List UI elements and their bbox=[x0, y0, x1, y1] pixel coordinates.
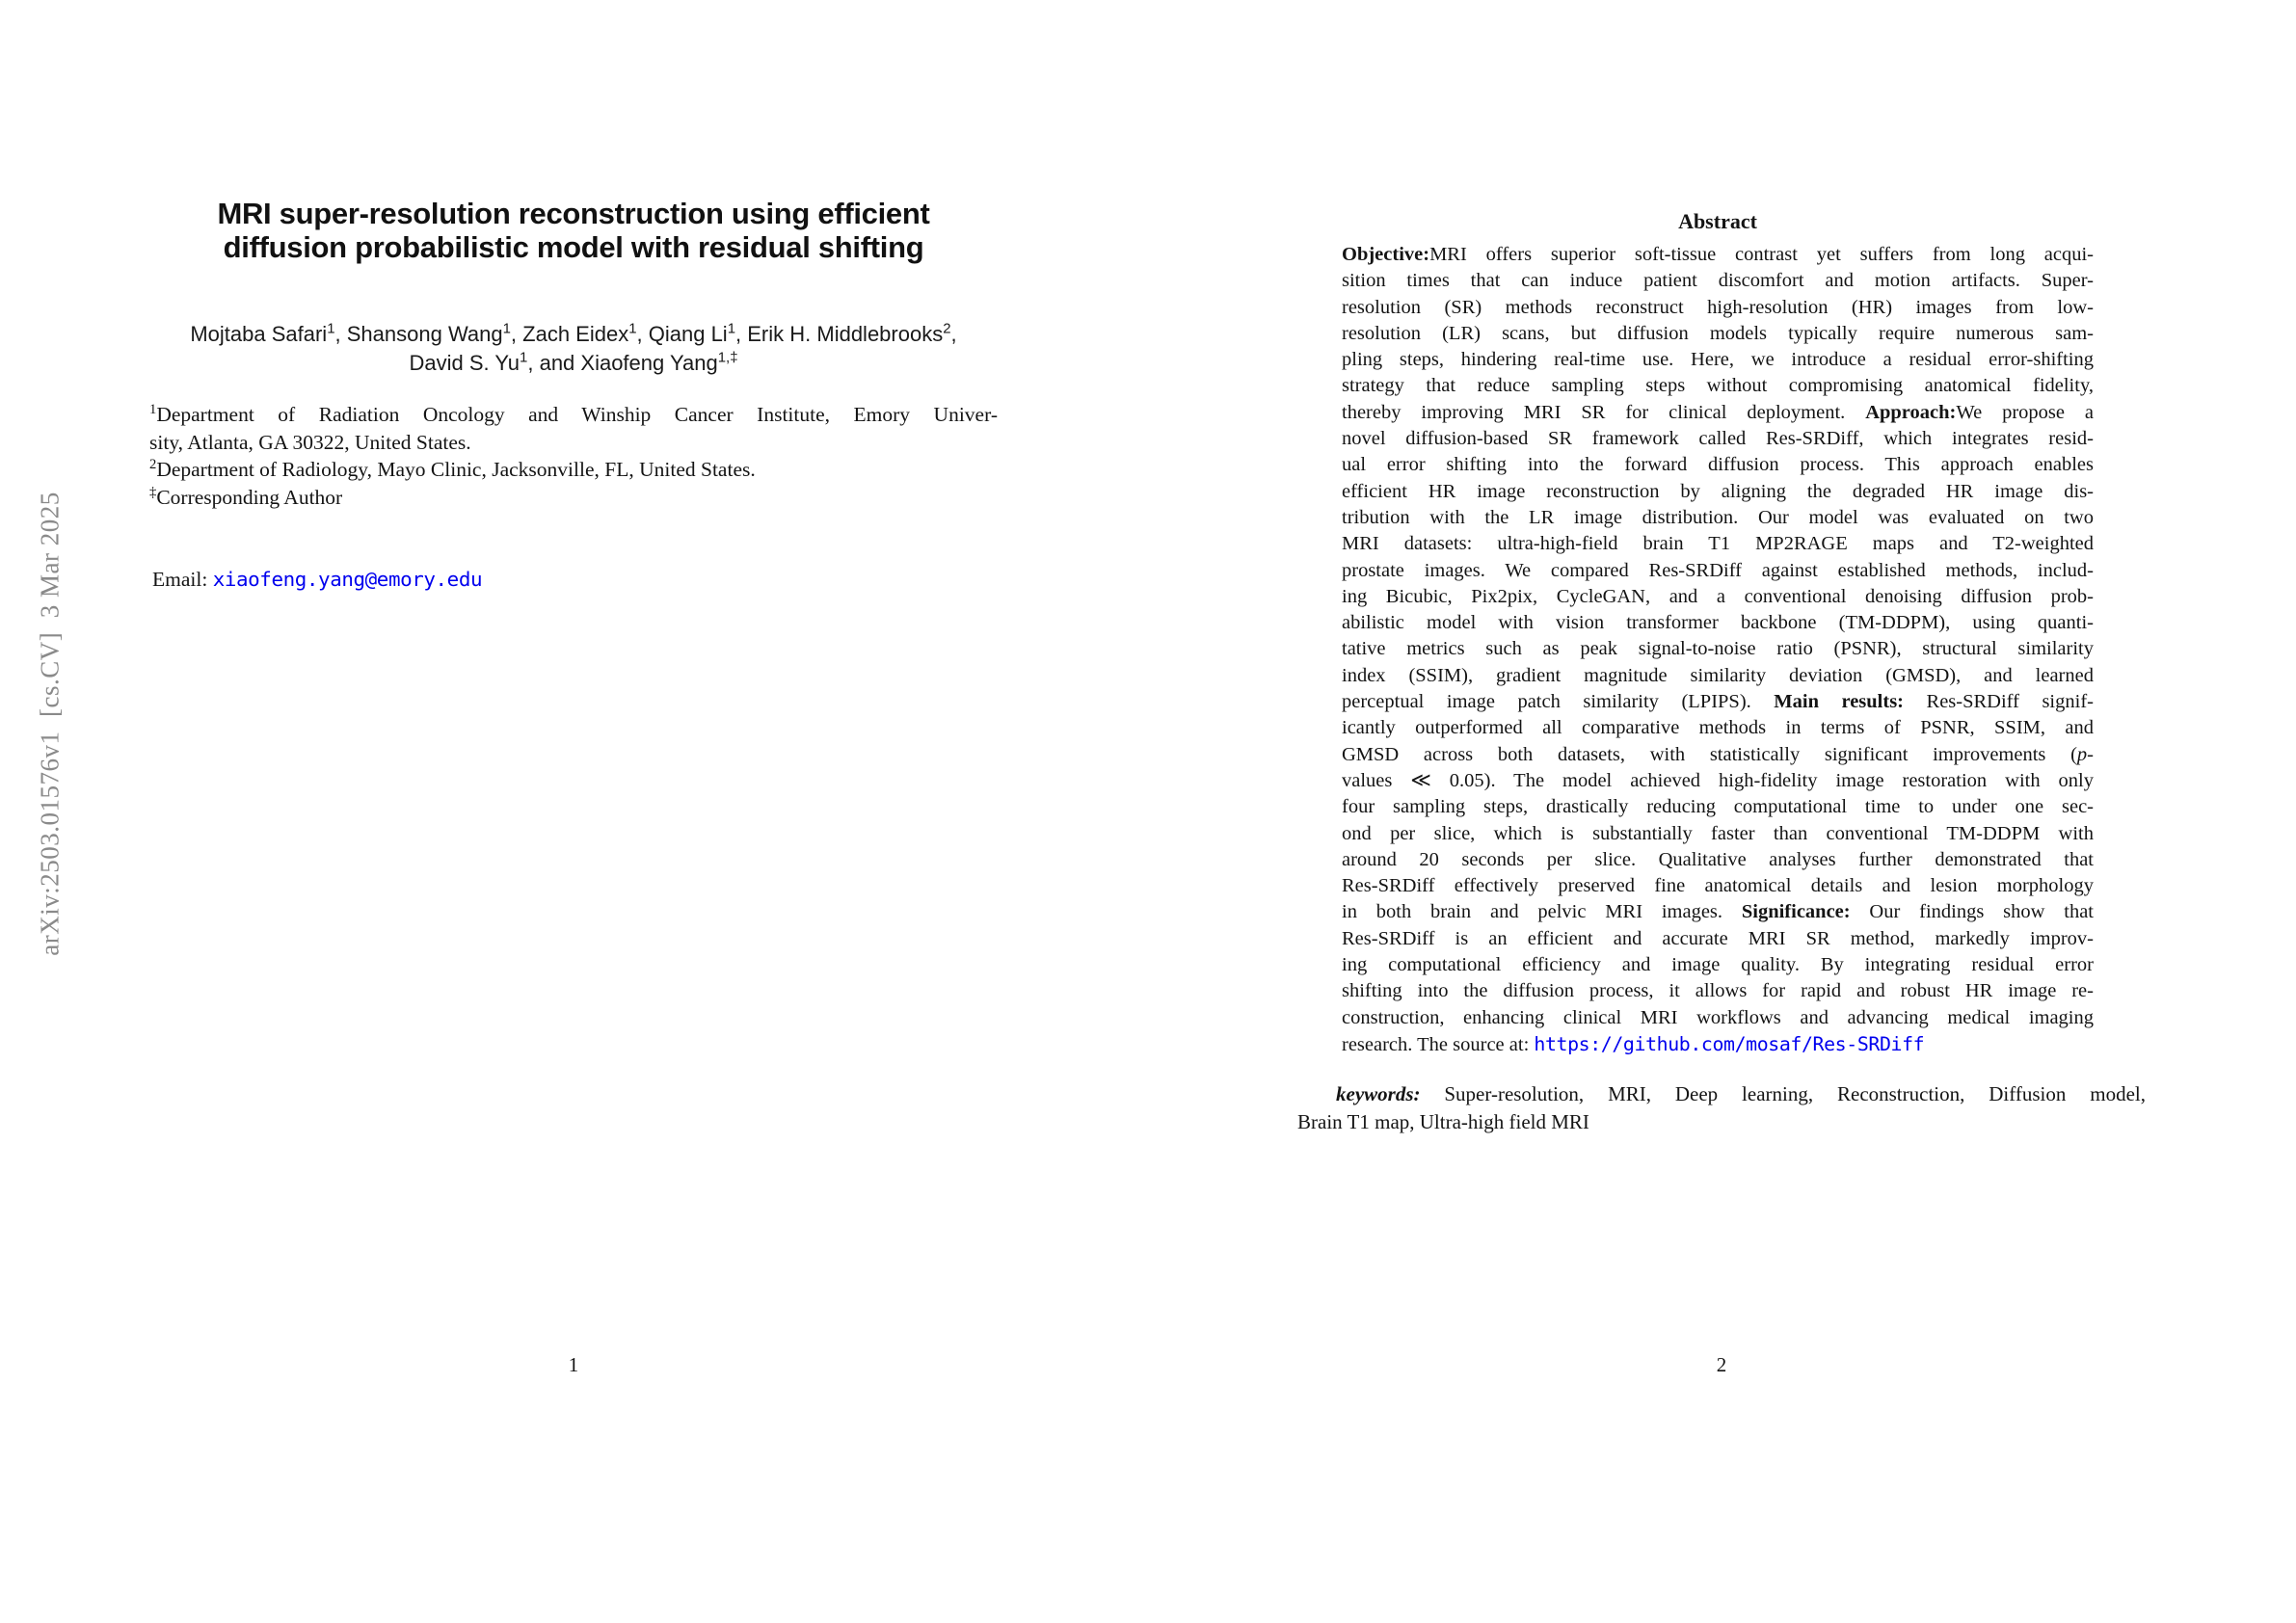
text-segment: Main results: bbox=[1774, 691, 1905, 713]
text-segment: 2 bbox=[943, 320, 951, 337]
page-number-2: 2 bbox=[1716, 1353, 1727, 1376]
author-list bbox=[92, 320, 1055, 378]
text-segment: research. The source at: bbox=[1342, 1033, 1535, 1055]
text-line bbox=[1342, 242, 2094, 268]
text-segment: Super-resolution, MRI, Deep learning, Reconstruction, Diffusion model, bbox=[1420, 1082, 2146, 1105]
text-segment: shifting into the diffusion process, it allows for rapid and robust HR image re- bbox=[1342, 980, 2094, 1002]
text-segment: thereby improving MRI SR for clinical deployment. bbox=[1342, 401, 1866, 423]
text-segment: Mojtaba Safari bbox=[190, 322, 328, 346]
text-line bbox=[1342, 400, 2094, 426]
text-line bbox=[92, 349, 1055, 378]
email-link[interactable]: xiaofeng.yang@emory.edu bbox=[212, 568, 483, 591]
text-segment: strategy that reduce sampling steps without compromising anatomical fidelity, bbox=[1342, 375, 2094, 397]
text-line bbox=[1342, 952, 2094, 978]
text-segment: , Erik H. Middlebrooks bbox=[735, 322, 944, 346]
text-line bbox=[1342, 505, 2094, 531]
text-segment: ‡ bbox=[149, 484, 157, 500]
text-segment: 1 bbox=[628, 320, 637, 337]
text-line bbox=[1297, 1080, 2146, 1108]
arxiv-watermark: arXiv:2503.01576v1 [cs.CV] 3 Mar 2025 bbox=[35, 492, 65, 956]
text-segment: Corresponding Author bbox=[156, 485, 343, 509]
text-segment: Res-SRDiff is an efficient and accurate MRI SR method, markedly improv- bbox=[1342, 927, 2094, 949]
abstract-body bbox=[1342, 242, 2094, 1058]
text-line bbox=[1342, 715, 2094, 741]
github-link[interactable]: https://github.com/mosaf/Res-SRDiff bbox=[1534, 1032, 1925, 1055]
text-segment: , Shansong Wang bbox=[334, 322, 503, 346]
text-segment: index (SSIM), gradient magnitude similarity deviation (GMSD), and learned bbox=[1342, 664, 2094, 686]
text-line bbox=[1342, 373, 2094, 399]
text-segment: Email: bbox=[152, 568, 213, 591]
text-segment: Department of Radiation Oncology and Winship Cancer Institute, Emory Univer- bbox=[156, 403, 998, 426]
text-line bbox=[149, 484, 998, 512]
text-line bbox=[1297, 1108, 2146, 1136]
text-segment: p bbox=[2076, 743, 2088, 765]
text-segment: sition times that can induce patient discomfort and motion artifacts. Super- bbox=[1342, 270, 2094, 292]
text-line: MRI super-resolution reconstruction using efficient bbox=[217, 197, 930, 230]
text-line bbox=[1342, 663, 2094, 689]
text-line bbox=[1342, 479, 2094, 505]
text-segment: Our findings show that bbox=[1850, 901, 2094, 923]
text-line bbox=[1342, 1005, 2094, 1031]
text-line bbox=[1342, 584, 2094, 610]
text-segment: , and Xiaofeng Yang bbox=[527, 351, 718, 375]
text-segment: keywords: bbox=[1336, 1082, 1421, 1105]
text-segment: resolution (SR) methods reconstruct high-resolution (HR) images from low- bbox=[1342, 296, 2094, 318]
text-segment: ual error shifting into the forward diffusion process. This approach enables bbox=[1342, 454, 2094, 476]
text-segment: 1 bbox=[520, 349, 528, 366]
text-segment: efficient HR image reconstruction by aligning the degraded HR image dis- bbox=[1342, 480, 2094, 502]
text-line bbox=[1342, 794, 2094, 820]
text-line bbox=[1342, 268, 2094, 294]
text-segment: resolution (LR) scans, but diffusion models typically require numerous sam- bbox=[1342, 322, 2094, 344]
text-segment: Brain T1 map, Ultra-high field MRI bbox=[1297, 1110, 1589, 1133]
text-segment: 1 bbox=[727, 320, 736, 337]
text-line bbox=[1342, 295, 2094, 321]
text-segment: construction, enhancing clinical MRI workflows and advancing medical imaging bbox=[1342, 1006, 2094, 1028]
text-line bbox=[1342, 347, 2094, 373]
text-line bbox=[92, 320, 1055, 349]
text-segment: 1 bbox=[502, 320, 511, 337]
text-segment: 1 bbox=[327, 320, 335, 337]
text-segment: Significance: bbox=[1741, 901, 1851, 923]
text-line bbox=[1342, 321, 2094, 347]
text-segment: four sampling steps, drastically reducing computational time to under one sec- bbox=[1342, 796, 2094, 818]
text-segment: GMSD across both datasets, with statistically significant improvements ( bbox=[1342, 743, 2077, 765]
text-segment: , Qiang Li bbox=[636, 322, 728, 346]
text-line bbox=[1342, 1031, 2094, 1058]
affiliations bbox=[149, 401, 998, 511]
text-segment: 1 bbox=[149, 401, 157, 417]
text-line bbox=[1342, 558, 2094, 584]
text-line bbox=[149, 429, 998, 457]
text-segment: David S. Yu bbox=[409, 351, 521, 375]
text-line bbox=[1342, 899, 2094, 925]
text-line bbox=[1342, 531, 2094, 557]
text-segment: MRI datasets: ultra-high-field brain T1 MP2RAGE maps and T2-weighted bbox=[1342, 533, 2094, 555]
email-line bbox=[152, 568, 482, 592]
text-line bbox=[1342, 768, 2094, 794]
text-line bbox=[1342, 426, 2094, 452]
text-segment: Res-SRDiff effectively preserved fine anatomical details and lesion morphology bbox=[1342, 875, 2094, 897]
keywords bbox=[1297, 1080, 2146, 1136]
text-segment: We propose a bbox=[1956, 401, 2095, 423]
text-segment: Approach: bbox=[1865, 401, 1957, 423]
text-line bbox=[1342, 689, 2094, 715]
text-segment: , bbox=[950, 322, 957, 346]
text-segment: tative metrics such as peak signal-to-noise ratio (PSNR), structural similarity bbox=[1342, 638, 2094, 660]
text-segment: in both brain and pelvic MRI images. bbox=[1342, 901, 1742, 923]
text-line bbox=[1342, 873, 2094, 899]
text-segment: Department of Radiology, Mayo Clinic, Jacksonville, FL, United States. bbox=[156, 458, 756, 481]
text-line bbox=[1342, 926, 2094, 952]
text-line bbox=[149, 456, 998, 484]
text-line bbox=[1342, 821, 2094, 847]
text-segment: 2 bbox=[149, 456, 157, 472]
abstract-heading: Abstract bbox=[1678, 209, 1757, 233]
text-line bbox=[1342, 742, 2094, 768]
text-segment: novel diffusion-based SR framework called Res-SRDiff, which integrates resid- bbox=[1342, 428, 2094, 450]
text-segment: - bbox=[2087, 743, 2094, 765]
page-number-1: 1 bbox=[568, 1353, 579, 1376]
text-segment: icantly outperformed all comparative methods in terms of PSNR, SSIM, and bbox=[1342, 717, 2094, 739]
text-segment: perceptual image patch similarity (LPIPS). bbox=[1342, 691, 1775, 713]
text-segment: values ≪ 0.05). The model achieved high-fidelity image restoration with only bbox=[1342, 769, 2094, 791]
text-line bbox=[1342, 847, 2094, 873]
text-segment: prostate images. We compared Res-SRDiff against established methods, includ- bbox=[1342, 559, 2094, 581]
text-line bbox=[1342, 978, 2094, 1004]
text-line bbox=[149, 401, 998, 429]
text-segment: , Zach Eidex bbox=[510, 322, 629, 346]
text-segment: sity, Atlanta, GA 30322, United States. bbox=[149, 430, 471, 454]
text-segment: pling steps, hindering real-time use. Here, we introduce a residual error-shifting bbox=[1342, 349, 2094, 371]
text-segment: MRI offers superior soft-tissue contrast yet suffers from long acqui- bbox=[1429, 244, 2094, 265]
text-segment: ing Bicubic, Pix2pix, CycleGAN, and a conventional denoising diffusion prob- bbox=[1342, 585, 2094, 607]
text-segment: Res-SRDiff signif- bbox=[1904, 691, 2094, 713]
text-segment: abilistic model with vision transformer backbone (TM-DDPM), using quanti- bbox=[1342, 612, 2094, 634]
text-line bbox=[1342, 452, 2094, 478]
text-line bbox=[1342, 636, 2094, 662]
page-2 bbox=[1148, 0, 2296, 1623]
text-segment: tribution with the LR image distribution. Our model was evaluated on two bbox=[1342, 506, 2094, 528]
text-segment: Objective: bbox=[1342, 244, 1430, 265]
paper-title bbox=[92, 197, 1055, 264]
text-segment: ing computational efficiency and image quality. By integrating residual error bbox=[1342, 954, 2094, 976]
text-segment: 1,‡ bbox=[717, 349, 738, 366]
text-line: diffusion probabilistic model with residual shifting bbox=[223, 230, 924, 264]
text-line bbox=[1342, 610, 2094, 636]
text-segment: ond per slice, which is substantially faster than conventional TM-DDPM with bbox=[1342, 822, 2094, 844]
text-segment: around 20 seconds per slice. Qualitative analyses further demonstrated that bbox=[1342, 848, 2094, 870]
